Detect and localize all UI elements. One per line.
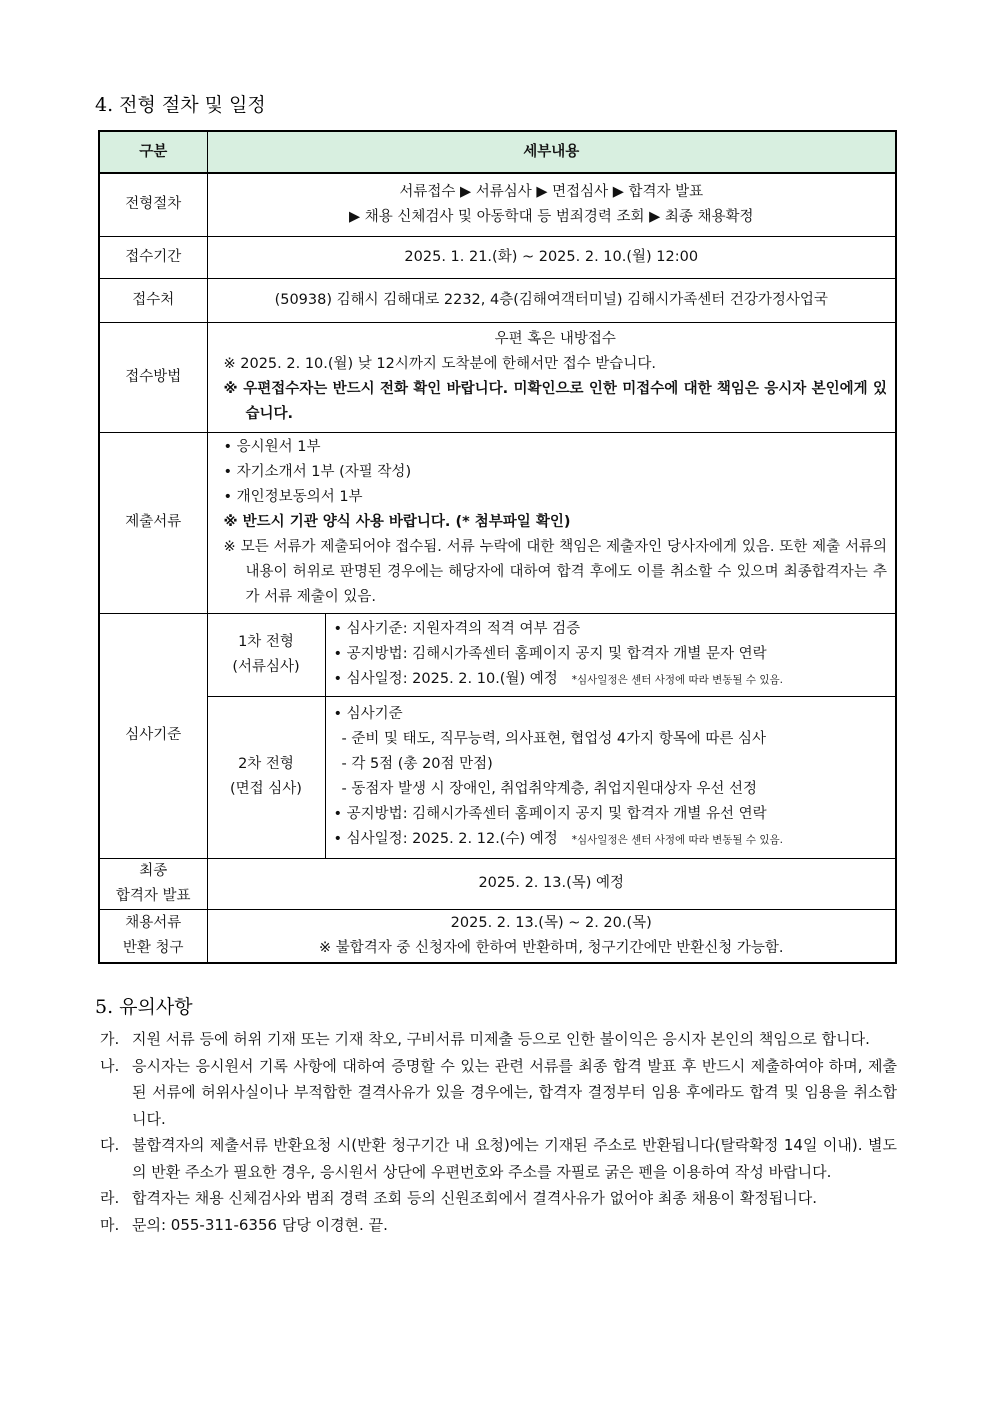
stage-1-line-2: • 공지방법: 김해시가족센터 홈페이지 공지 및 합격자 개별 문자 연락 <box>333 645 767 662</box>
row-label-docs: 제출서류 <box>99 432 207 613</box>
section-5-title: 5. 유의사항 <box>95 996 193 1018</box>
stage-2-content <box>325 696 896 858</box>
header-category: 구분 <box>99 131 207 173</box>
stage-1-schedule-note: *심사일정은 센터 사정에 따라 변동될 수 있음. <box>571 673 783 686</box>
list-item <box>100 1026 897 1053</box>
note-mark: 가. <box>100 1030 120 1048</box>
final-value: 2025. 2. 13.(목) 예정 <box>207 858 896 909</box>
table-row <box>99 322 896 432</box>
note-mark: 마. <box>100 1215 120 1234</box>
table-row <box>99 613 896 696</box>
docs-item-4: ※ 반드시 기관 양식 사용 바랍니다. (* 첨부파일 확인) <box>223 514 571 530</box>
table-row <box>99 909 896 963</box>
table-row <box>99 696 896 858</box>
method-line-1: 우편 혹은 내방접수 <box>494 331 616 347</box>
stage-2-line-4: - 동점자 발생 시 장애인, 취업취약계층, 취업지원대상자 우선 선정 <box>341 780 758 797</box>
method-line-2: ※ 2025. 2. 10.(월) 낮 12시까지 도착분에 한해서만 접수 받습니다. <box>223 356 657 372</box>
header-details: 세부내용 <box>207 131 896 173</box>
note-mark: 라. <box>100 1189 120 1207</box>
note-text: 지원 서류 등에 허위 기재 또는 기재 착오, 구비서류 미제출 등으로 인한 불이익은 응시자 본인의 책임으로 합니다. <box>132 1030 870 1048</box>
stage-2-label-line-2: (면접 심사) <box>230 781 302 797</box>
note-mark: 나. <box>100 1056 120 1075</box>
return-content <box>207 909 896 963</box>
stage-2-line-5: • 공지방법: 김해시가족센터 홈페이지 공지 및 합격자 개별 유선 연락 <box>333 805 767 822</box>
stage-1-content <box>325 613 896 696</box>
row-label-review: 심사기준 <box>99 613 207 858</box>
stage-1-label-line-2: (서류심사) <box>232 658 300 675</box>
place-value: (50938) 김해시 김해대로 2232, 4층(김해여객터미널) 김해시가족센터 건강가정사업국 <box>207 278 896 322</box>
stage-2-label-line-1: 2차 전형 <box>238 756 294 772</box>
row-label-procedure: 전형절차 <box>99 173 207 236</box>
stage-2-schedule-note: *심사일정은 센터 사정에 따라 변동될 수 있음. <box>571 833 783 846</box>
note-text: 응시자는 응시원서 기록 사항에 대하여 증명할 수 있는 관련 서류를 최종 합격 발표 후 반드시 제출하여야 하며, 제출된 서류에 허위사실이나 부적합한 결격사유가 있을 경우에는, 합격자 결정부터 임용 후에라도 합격 및 임용을 취소합니다. <box>132 1056 897 1128</box>
table-row <box>99 858 896 909</box>
docs-item-2: • 자기소개서 1부 (자필 작성) <box>223 464 412 480</box>
stage-1-label-line-1: 1차 전형 <box>238 633 294 650</box>
docs-content <box>207 432 896 613</box>
stage-2-line-6 <box>334 827 892 853</box>
stage-2-schedule: • 심사일정: 2025. 2. 12.(수) 예정 <box>333 830 558 847</box>
note-text: 문의: 055-311-6356 담당 이경현. 끝. <box>132 1215 388 1234</box>
stage-2-line-2: - 준비 및 태도, 직무능력, 의사표현, 협업성 4가지 항목에 따른 심사 <box>341 730 767 747</box>
schedule-table <box>98 130 897 964</box>
docs-item-3: • 개인정보동의서 1부 <box>223 489 363 505</box>
procedure-content <box>207 173 896 236</box>
stage-1-label <box>207 613 325 696</box>
procedure-line-1: 서류접수 ▶ 서류심사 ▶ 면접심사 ▶ 합격자 발표 <box>399 183 704 200</box>
list-item <box>100 1132 897 1185</box>
table-row <box>99 236 896 278</box>
note-text: 합격자는 채용 신체검사와 범죄 경력 조회 등의 신원조회에서 결격사유가 없어야 최종 채용이 확정됩니다. <box>132 1189 818 1207</box>
stage-1-line-1: • 심사기준: 지원자격의 적격 여부 검증 <box>333 620 581 637</box>
return-label-line-2: 반환 청구 <box>122 939 184 956</box>
stage-2-label <box>207 696 325 858</box>
note-text: 불합격자의 제출서류 반환요청 시(반환 청구기간 내 요청)에는 기재된 주소로 반환됩니다(탈락확정 14일 이내). 별도의 반환 주소가 필요한 경우, 응시원서 상단에 우편번호와 주소를 자필로 굵은 펜을 이용하여 작성 바랍니다. <box>132 1136 897 1181</box>
final-label-line-2: 합격자 발표 <box>115 887 191 904</box>
method-content <box>207 322 896 432</box>
notes-list <box>100 1026 897 1238</box>
list-item <box>100 1053 897 1133</box>
row-label-method: 접수방법 <box>99 322 207 432</box>
table-row <box>99 278 896 322</box>
row-label-return <box>99 909 207 963</box>
table-row <box>99 432 896 613</box>
stage-2-line-1: • 심사기준 <box>333 705 403 722</box>
final-label-line-1: 최종 <box>139 862 168 879</box>
method-line-3: ※ 우편접수자는 반드시 전화 확인 바랍니다. 미확인으로 인한 미접수에 대한 책임은 응시자 본인에게 있습니다. <box>223 381 887 422</box>
docs-item-5: ※ 모든 서류가 제출되어야 접수됨. 서류 누락에 대한 책임은 제출자인 당사자에게 있음. 또한 제출 서류의 내용이 허위로 판명된 경우에는 해당자에 대하여 합격 후에도 이를 취소할 수 있으며 최종합격자는 추가 서류 제출이 있음. <box>223 539 887 605</box>
docs-item-1: • 응시원서 1부 <box>223 439 321 455</box>
list-item <box>100 1185 897 1212</box>
return-label-line-1: 채용서류 <box>125 914 182 931</box>
stage-1-schedule: • 심사일정: 2025. 2. 10.(월) 예정 <box>333 670 558 687</box>
table-row <box>99 173 896 236</box>
stage-2-line-3: - 각 5점 (총 20점 만점) <box>341 755 493 772</box>
list-item <box>100 1212 897 1239</box>
return-line-1: 2025. 2. 13.(목) ~ 2. 20.(목) <box>450 914 652 931</box>
table-header-row <box>99 131 896 173</box>
period-value: 2025. 1. 21.(화) ~ 2025. 2. 10.(월) 12:00 <box>207 236 896 278</box>
return-line-2: ※ 불합격자 중 신청자에 한하여 반환하며, 청구기간에만 반환신청 가능함. <box>319 939 784 956</box>
section-4-title: 4. 전형 절차 및 일정 <box>95 94 266 116</box>
row-label-place: 접수처 <box>99 278 207 322</box>
stage-1-line-3 <box>334 667 892 693</box>
row-label-period: 접수기간 <box>99 236 207 278</box>
procedure-line-2: ▶ 채용 신체검사 및 아동학대 등 범죄경력 조회 ▶ 최종 채용확정 <box>348 208 754 225</box>
row-label-final <box>99 858 207 909</box>
note-mark: 다. <box>100 1136 120 1154</box>
